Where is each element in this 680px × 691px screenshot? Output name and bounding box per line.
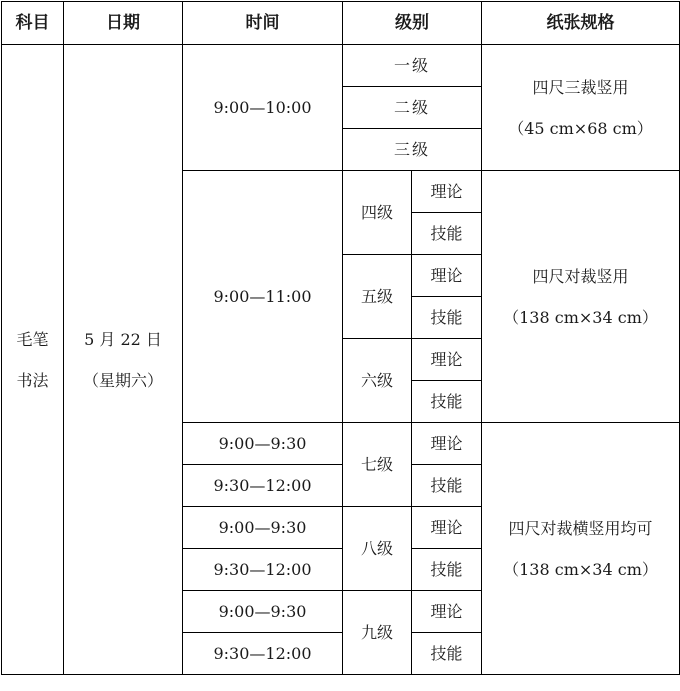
paper-spec-3-line-2: （138 cm×34 cm） xyxy=(503,559,658,579)
level-5-theory: 理论 xyxy=(412,255,482,297)
paper-spec-1-line-2: （45 cm×68 cm） xyxy=(508,118,653,138)
subject-line-1: 毛笔 xyxy=(16,329,49,349)
level-7-theory-time: 9:00—9:30 xyxy=(183,423,343,465)
header-time: 时间 xyxy=(183,2,343,45)
paper-spec-2-line-2: （138 cm×34 cm） xyxy=(503,307,658,327)
level-6-theory: 理论 xyxy=(412,339,482,381)
paper-spec-2-line-1: 四尺对裁竖用 xyxy=(532,266,629,286)
paper-spec-1-line-1: 四尺三裁竖用 xyxy=(532,77,629,97)
level-8-theory: 理论 xyxy=(412,507,482,549)
date-line-1: 5 月 22 日 xyxy=(84,329,162,349)
level-9-skill: 技能 xyxy=(412,633,482,675)
level-2-cell: 二级 xyxy=(343,87,482,129)
level-6-cell: 六级 xyxy=(343,339,412,423)
header-date: 日期 xyxy=(64,2,183,45)
level-9-cell: 九级 xyxy=(343,591,412,675)
level-7-cell: 七级 xyxy=(343,423,412,507)
header-paper-spec: 纸张规格 xyxy=(482,2,680,45)
level-9-skill-time: 9:30—12:00 xyxy=(183,633,343,675)
header-row xyxy=(2,2,680,45)
level-9-theory-time: 9:00—9:30 xyxy=(183,591,343,633)
level-3-cell: 三级 xyxy=(343,129,482,171)
paper-spec-levels-1-3 xyxy=(482,45,680,171)
level-4-theory: 理论 xyxy=(412,171,482,213)
level-9-theory: 理论 xyxy=(412,591,482,633)
paper-spec-levels-7-9 xyxy=(482,423,680,675)
level-8-theory-time: 9:00—9:30 xyxy=(183,507,343,549)
time-cell-levels-1-3: 9:00—10:00 xyxy=(183,45,343,171)
date-cell xyxy=(64,45,183,675)
level-7-skill: 技能 xyxy=(412,465,482,507)
paper-spec-levels-4-6 xyxy=(482,171,680,423)
level-8-skill-time: 9:30—12:00 xyxy=(183,549,343,591)
level-6-skill: 技能 xyxy=(412,381,482,423)
exam-schedule-table xyxy=(1,1,680,675)
date-line-2: （星期六） xyxy=(82,370,163,390)
level-7-theory: 理论 xyxy=(412,423,482,465)
level-7-skill-time: 9:30—12:00 xyxy=(183,465,343,507)
subject-line-2: 书法 xyxy=(16,370,49,390)
level-4-cell: 四级 xyxy=(343,171,412,255)
level-4-skill: 技能 xyxy=(412,213,482,255)
paper-spec-3-line-1: 四尺对裁横竖用均可 xyxy=(508,518,653,538)
level-1-cell: 一级 xyxy=(343,45,482,87)
level-8-cell: 八级 xyxy=(343,507,412,591)
header-subject: 科目 xyxy=(2,2,64,45)
level-5-skill: 技能 xyxy=(412,297,482,339)
time-cell-levels-4-6: 9:00—11:00 xyxy=(183,171,343,423)
level-8-skill: 技能 xyxy=(412,549,482,591)
subject-cell xyxy=(2,45,64,675)
header-level: 级别 xyxy=(343,2,482,45)
level-5-cell: 五级 xyxy=(343,255,412,339)
